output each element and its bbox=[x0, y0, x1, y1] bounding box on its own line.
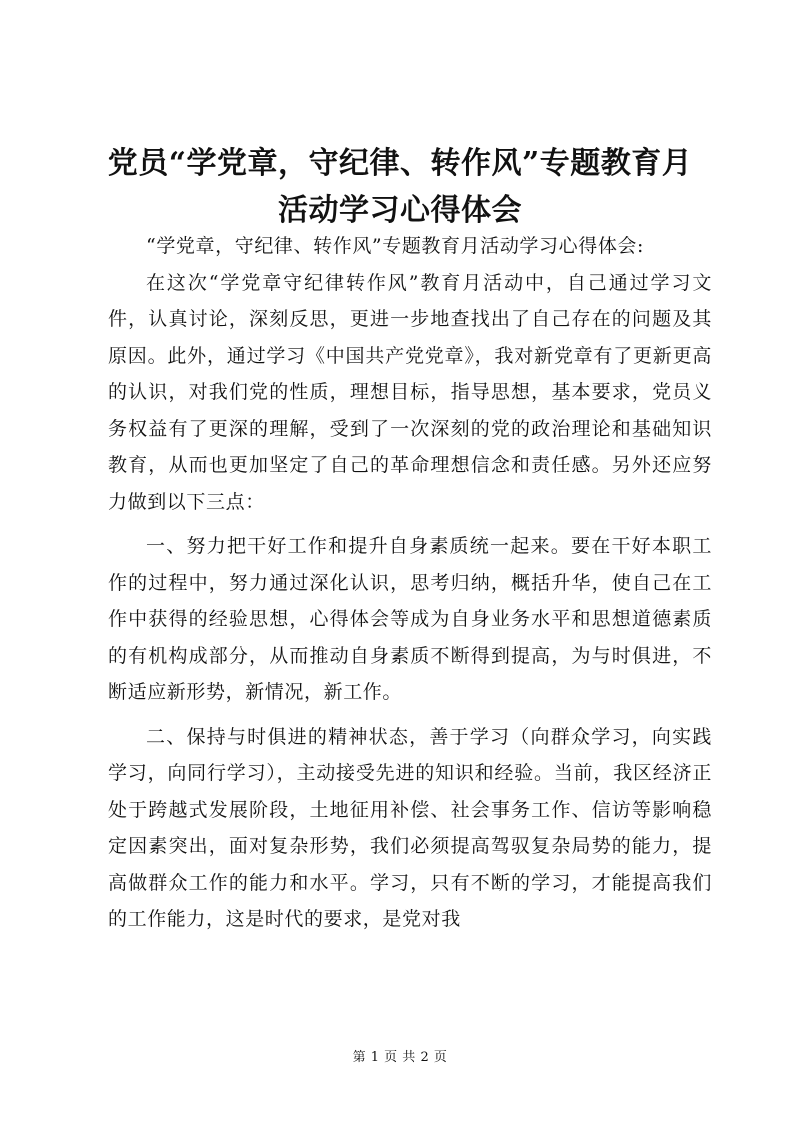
paragraph-point-two: 二、保持与时俱进的精神状态，善于学习（向群众学习，向实践学习，向同行学习），主动接受先进的知识和经验。当前，我区经济正处于跨越式发展阶段，土地征用补偿、社会事务工作、信访等影响稳定因素突出，面对复杂形势，我们必须提高驾驭复杂局势的能力，提高做群众工作的能力和水平。学习，只有不断的学习，才能提高我们的工作能力，这是时代的要求，是党对我 bbox=[108, 725, 712, 930]
page-footer: 第 1 页 共 2 页 bbox=[352, 1050, 448, 1065]
paragraph-point-one: 一、努力把干好工作和提升自身素质统一起来。要在干好本职工作的过程中，努力通过深化认识，思考归纳，概括升华，使自己在工作中获得的经验思想，心得体会等成为自身业务水平和思想道德素质的有机构成部分，从而推动自身素质不断得到提高，为与时俱进，不断适应新形势，新情况，新工作。 bbox=[108, 535, 712, 703]
document-body bbox=[108, 228, 712, 938]
document-title: 党员“学党章，守纪律、转作风”专题教育月活动学习心得体会 bbox=[107, 146, 693, 228]
paragraph-intro: “学党章，守纪律、转作风”专题教育月活动学习心得体会: bbox=[146, 235, 645, 257]
paragraph-reflection: 在这次“学党章守纪律转作风”教育月活动中，自己通过学习文件，认真讨论，深刻反思，更进一步地查找出了自己存在的问题及其原因。此外，通过学习《中国共产党党章》，我对新党章有了更新更高的认识，对我们党的性质，理想目标，指导思想，基本要求，党员义务权益有了更深的理解，受到了一次深刻的党的政治理论和基础知识教育，从而也更加坚定了自己的革命理想信念和责任感。另外还应努力做到以下三点： bbox=[108, 271, 712, 513]
